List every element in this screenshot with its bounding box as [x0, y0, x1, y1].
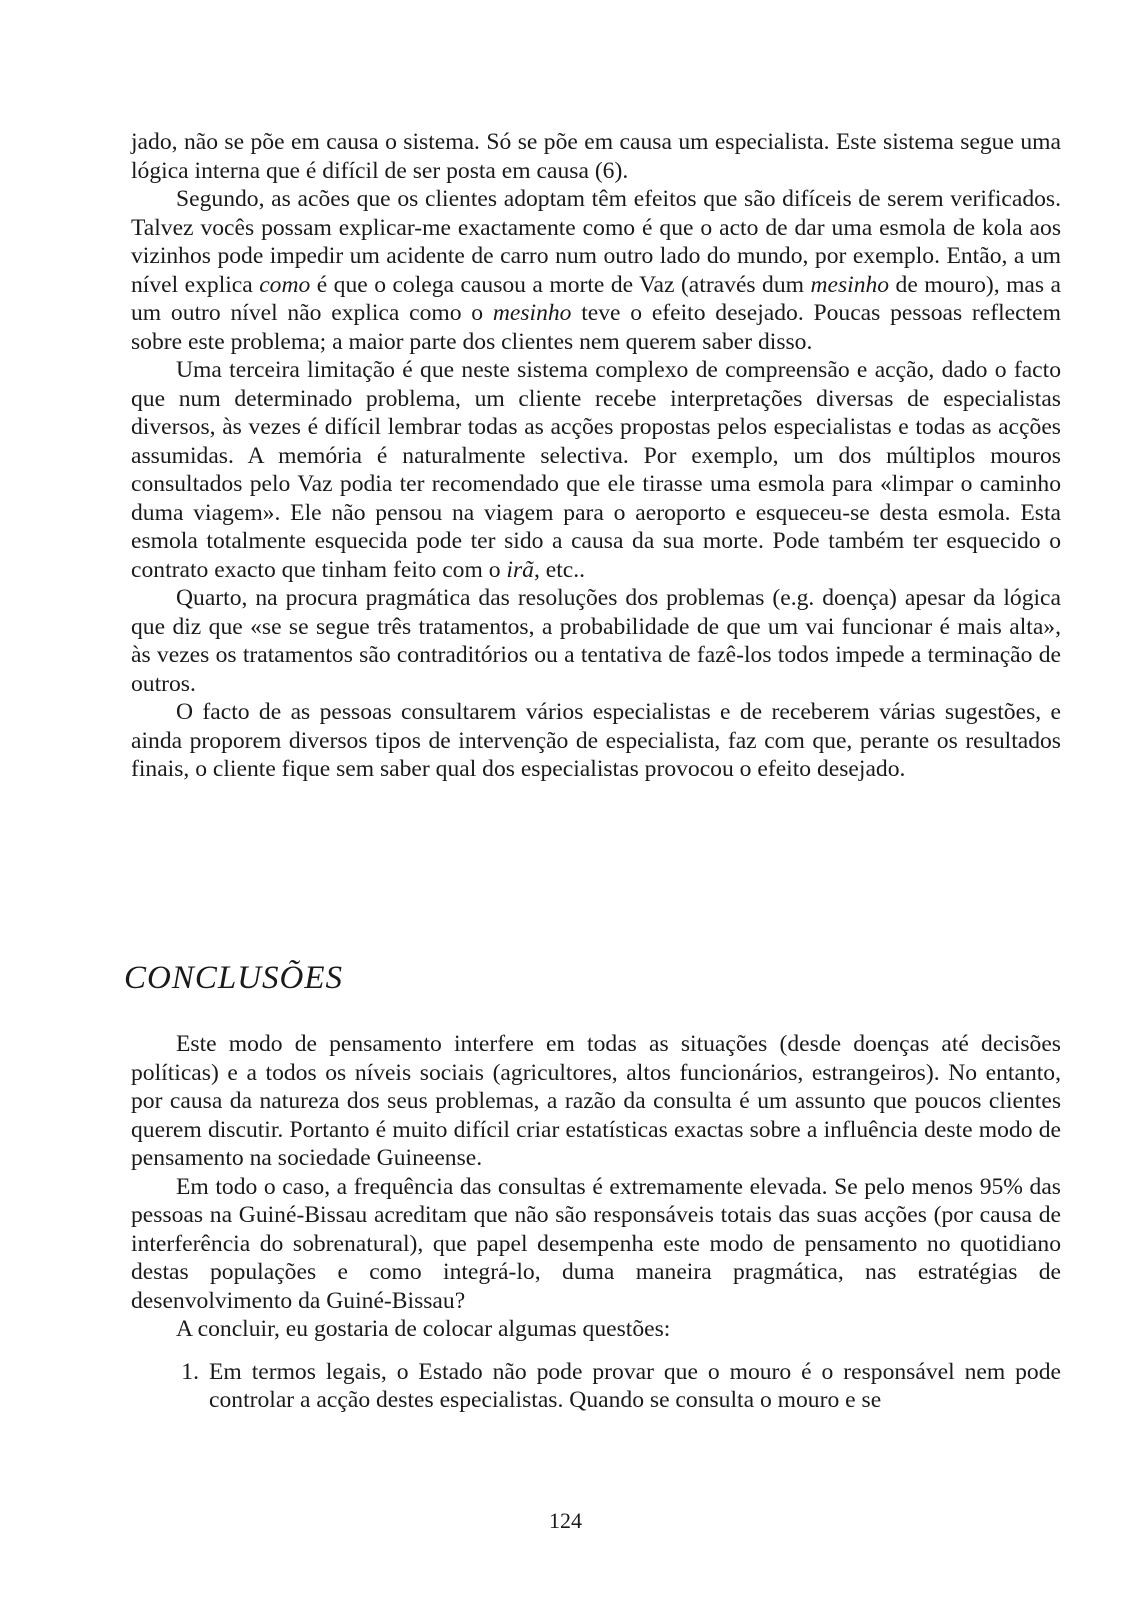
conclusion-paragraph: Este modo de pensamento interfere em todas as situações (desde doenças até decisões políticas) e a todos os níveis sociais (agricultores, altos funcionários, estrangeiros). No entanto, por causa da natureza dos seus problemas, a razão da consulta é um assunto que poucos clientes querem discutir. Portanto é muito difícil criar estatísticas exactas sobre a influência deste modo de pensamento na sociedade Guineense.	[131, 1031, 1061, 1171]
italic-term: mesinho	[810, 271, 890, 298]
list-item-number: 1.	[181, 1358, 199, 1385]
page-number: 124	[549, 1508, 582, 1533]
body-paragraph	[131, 356, 1061, 584]
italic-term: mesinho	[492, 300, 572, 326]
italic-term: irã	[506, 556, 534, 583]
questions-list	[131, 1358, 1061, 1415]
body-paragraph	[131, 584, 1061, 698]
italic-term: como	[259, 271, 311, 298]
text-run: O facto de as pessoas consultarem vários especialistas e de receberem várias sugestões, e ainda proporem diversos tipos de intervenção de especialista, faz com que, perante os resultados finais, o cliente fique sem saber qual dos especialistas provocou o efeito desejado.	[131, 699, 1061, 782]
text-run: é que o colega causou a morte de Vaz (através dum	[310, 271, 811, 298]
conclusions-section	[131, 1030, 1061, 1415]
conclusion-paragraph: Em todo o caso, a frequência das consultas é extremamente elevada. Se pelo menos 95% das pessoas na Guiné-Bissau acreditam que não são responsáveis totais das suas acções (por causa de interferência do sobrenatural), que papel desempenha este modo de pensamento no quotidiano destas populações e como integrá-lo, duma maneira pragmática, nas estratégias de desenvolvimento da Guiné-Bissau?	[131, 1173, 1061, 1314]
text-run: jado, não se põe em causa o sistema. Só se põe em causa um especialista. Este sistema segue uma lógica interna que é difícil de ser posta em causa (6).	[131, 129, 1061, 184]
text-run: Segundo, as acões que os clientes adoptam têm efeitos que são difíceis de serem verificados. Talvez vocês possam explicar-me exactamente como é que o acto de dar uma esmola de kola aos vizinhos pode impedir um acidente de carro num outro lado do mundo, por exemplo. Então, a um nível explica	[131, 186, 1061, 298]
body-paragraph	[131, 185, 1061, 356]
body-paragraph	[131, 128, 1061, 185]
body-paragraph	[131, 698, 1061, 784]
text-run: Uma terceira limitação é que neste sistema complexo de compreensão e acção, dado o facto que num determinado problema, um cliente recebe interpretações diversas de especialistas diversos, às vezes é difícil lembrar todas as acções propostas pelos especialistas e todas as acções assumidas. A memória é naturalmente selectiva. Por exemplo, um dos múltiplos mouros consultados pelo Vaz podia ter recomendado que ele tirasse uma esmola para «limpar o caminho duma viagem». Ele não pensou na viagem para o aeroporto e esqueceu-se desta esmola. Esta esmola totalmente esquecida pode ter sido a causa da sua morte. Pode também ter esquecido o contrato exacto que tinham feito com o	[131, 357, 1061, 583]
text-run: teve o efeito desejado. Poucas pessoas reflectem sobre este problema; a maior parte dos clientes nem querem saber disso.	[131, 300, 1061, 355]
list-item	[131, 1358, 1061, 1415]
text-run: de mouro), mas a um outro nível não explica como o	[131, 271, 1061, 326]
list-item-text: Em termos legais, o Estado não pode provar que o mouro é o responsável nem pode controlar a acção destes especialistas. Quando se consulta o mouro e se	[209, 1358, 1061, 1413]
text-run: , etc..	[533, 556, 586, 583]
section-heading: CONCLUSÕES	[124, 960, 344, 996]
body-text	[131, 128, 1061, 784]
text-run: Quarto, na procura pragmática das resoluções dos problemas (e.g. doença) apesar da lógica que diz que «se se segue três tratamentos, a probabilidade de que um vai funcionar é mais alta», às vezes os tratamentos são contraditórios ou a tentativa de fazê-los todos impede a terminação de outros.	[131, 585, 1061, 697]
conclusion-paragraph: A concluir, eu gostaria de colocar algumas questões:	[176, 1316, 671, 1342]
